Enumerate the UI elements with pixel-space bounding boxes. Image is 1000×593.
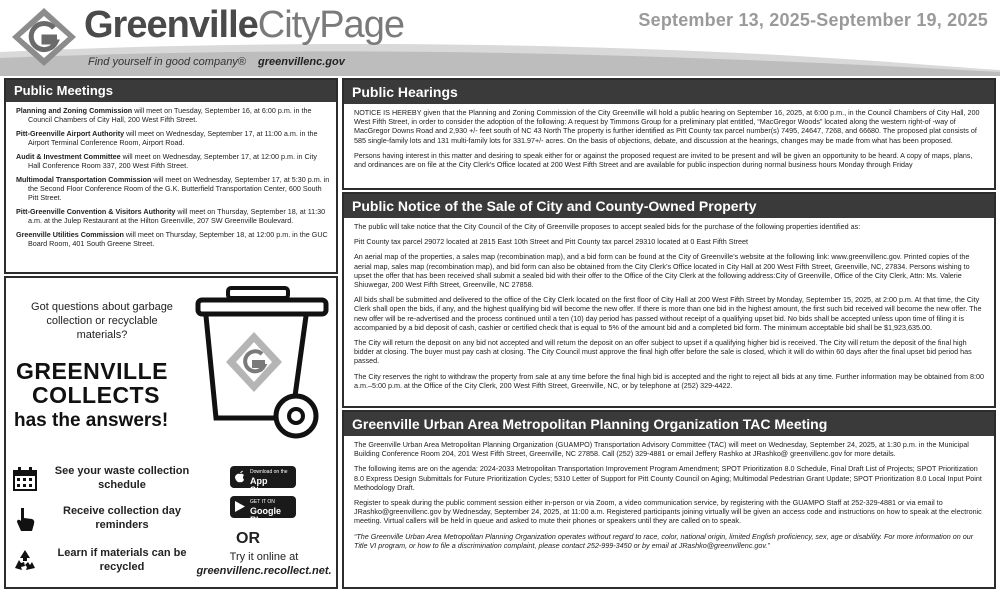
app-store-button[interactable] <box>230 466 296 495</box>
date-range: September 13, 2025-September 19, 2025 <box>638 10 988 30</box>
feature-label: Learn if materials can be recycled <box>57 547 187 573</box>
ad-headline-1: GREENVILLE <box>16 358 168 384</box>
mpo-paragraph: Register to speak during the public comment session either in-person or via Zoom, a video communication service, by registering with the GUAMPO Staff at 252-329-4881 or via email to JRashko@greenvillenc.gov by Wednesday, September 24, 2025, at 11:00 a.m. Registered participants joining virtually will be given an access code and instructions on how to speak at the electronic meeting. Virtual callers will be held in queue and asked to mute their phones or speakers until they are called on to speak. <box>354 498 982 526</box>
ad-headline-3: has the answers! <box>14 410 169 431</box>
mpo-notice: “The Greenville Urban Area Metropolitan Planning Organization operates without regard to race, color, national origin, limited English proficiency, sex, age or disability. For more information on our Title VI program, or how to file a discrimination complaint, please contact 252-999-3450 or by email at JRashko@greenvillenc.gov.” <box>354 531 974 550</box>
sale-paragraph: Pitt County tax parcel 29072 located at 2815 East 10th Street and Pitt County tax parcel 29310 located at 0 East Fifth Street <box>354 237 748 247</box>
greenville-collects-ad <box>4 276 338 589</box>
recycle-icon <box>12 548 38 574</box>
meeting-name: Greenville Utilities Commission <box>16 230 124 239</box>
public-meetings-title: Public Meetings <box>6 80 336 102</box>
ad-headline-2: COLLECTS <box>32 382 160 408</box>
calendar-icon <box>12 466 38 492</box>
feature-recyclable <box>12 546 192 576</box>
website-link[interactable]: greenvillenc.gov <box>258 56 345 68</box>
page-header <box>0 0 1000 76</box>
or-label: OR <box>236 530 260 547</box>
sale-notice-title: Public Notice of the Sale of City and County-Owned Property <box>344 194 994 218</box>
public-meetings-panel <box>4 78 338 274</box>
meeting-details: will meet on Thursday, September 18, at 12:00 p.m. in the GUC Board Room, 401 South Greene Street. <box>28 230 328 248</box>
mpo-section <box>342 410 996 589</box>
meeting-name: Multimodal Transportation Commission <box>16 175 152 184</box>
meeting-item <box>16 152 330 170</box>
sale-paragraph: The public will take notice that the City Council of the City of Greenville proposes to accept sealed bids for the purchase of the following properties identified as: <box>354 222 861 231</box>
tagline: Find yourself in good company® <box>88 56 246 68</box>
google-play-button[interactable] <box>230 496 296 525</box>
meeting-name: Pitt-Greenville Convention & Visitors Authority <box>16 207 176 216</box>
recollect-link[interactable]: greenvillenc.recollect.net. <box>196 565 332 577</box>
brand-title <box>84 4 404 47</box>
meeting-item <box>16 207 330 225</box>
try-online-label: Try it online at <box>229 551 299 563</box>
trash-cart-icon <box>192 286 332 446</box>
brand-city: CityPage <box>257 4 404 46</box>
meeting-item <box>16 129 330 147</box>
feature-label: Receive collection day reminders <box>63 505 181 531</box>
brand-main: Greenville <box>84 4 258 46</box>
hearing-paragraph: NOTICE IS HEREBY given that the Planning and Zoning Commission of the City Greenville will hold a public hearing on September 16, 2025, at 6:00 p.m., in the Council Chambers of City Hall, 200 West Fifth Street, in order to consider the adoption of the following: A request by Timmons Group for a preliminary plat entitled, “MacGregor Woods” located along the western right-of -way of MacGregor Downs Road and 2,930 +/- feet south of NC 43 North The property is further identified as Pitt County tax parcel number(s) 7495, 24647, 7268, and 66680. The proposed plat consists of 585 single-family lots and 131 multi-family lots for 331.97+/- acres. On the basis of objections, debate, and discussion at the hearings, changes may be made from what has been proposed. <box>354 108 980 145</box>
try-online <box>194 550 334 578</box>
mpo-paragraph: The Greenville Urban Area Metropolitan Planning Organization (GUAMPO) Transportation Advisory Committee (TAC) will meet on Wednesday, September 24, 2025, at 1:30 p.m. in the Municipal Building Conference Room 204, 201 West Fifth Street, Greenville, NC 27858. Call (252) 329-4881 or email Jeffery Rashko at JRashko@ greenvillenc.gov for more details. <box>354 440 969 459</box>
feature-label: See your waste collection schedule <box>54 465 190 491</box>
apple-icon <box>234 470 246 483</box>
sale-paragraph: The City reserves the right to withdraw the property from sale at any time before the final high bid is accepted and the right to reject all bids at any time. Further information may be obtained from 8:00 a.m.–5:00 p.m. at the Office of the City Clerk, 200 West Fifth Street, Greenville, NC, or by telephone at (252) 329-4422. <box>354 371 985 390</box>
public-hearings-section <box>342 78 996 190</box>
meeting-details: will meet on Wednesday, September 17, at 11:00 a.m. in the Airport Terminal Conference Room, Airport Road. <box>28 129 318 147</box>
meeting-details: will meet on Tuesday, September 16, at 6:00 p.m. in the Council Chambers of City Hall, 200 West Fifth Street. <box>28 106 312 124</box>
meeting-name: Pitt-Greenville Airport Authority <box>16 129 125 138</box>
meeting-name: Planning and Zoning Commission <box>16 106 133 115</box>
sale-paragraph: An aerial map of the properties, a sales map (recombination map), and a bid form can be found at the City of Greenville’s website at the following link: www.greenvillenc.gov. Printed copies of the aerial map, sales map (recombination map), and bid form can also be obtained from the City Clerk’s Office located in City Hall at 200 West Fifth Street, Greenville, NC, 27834. Persons wishing to upset the offer that has been received shall submit a sealed bid with their offer to the Office of the City Clerk at the following address:City of Greenville, Office of the City Clerk, Attn: Ms. Valerie Shiuwegar, 200 West Fifth Street, Greenville, NC 27858. <box>354 252 970 290</box>
feature-reminders <box>12 504 192 534</box>
meeting-details: will meet on Wednesday, September 17, at 12:00 p.m. in City Hall Conference Room 337, 200 West Fifth Street. <box>28 152 317 170</box>
meeting-details: will meet on Wednesday, September 17, at 5:30 p.m. in the Second Floor Conference Room of the G.K. Butterfield Transportation Center, 600 South Pitt Street. <box>28 175 330 202</box>
city-logo-icon <box>10 6 78 68</box>
meeting-item <box>16 230 330 248</box>
hearing-paragraph: Persons having interest in this matter and desiring to speak either for or against the proposed request are invited to be present and will be given an opportunity to be heard. A copy of maps, plans, and ordinances are on file at the City Clerk’s Office located at 200 West Fifth Street and are available for public inspection during normal business hours Monday through Friday <box>354 150 973 170</box>
meetings-list <box>6 102 336 248</box>
google-play-icon <box>234 500 246 513</box>
app-store-label: App Store <box>250 476 274 495</box>
app-store-small: Download on the <box>250 469 288 475</box>
mpo-title: Greenville Urban Area Metropolitan Planning Organization TAC Meeting <box>344 412 994 436</box>
meeting-name: Audit & Investment Committee <box>16 152 121 161</box>
feature-schedule <box>12 464 192 494</box>
meeting-details: will meet on Thursday, September 18, at 11:30 a.m. at the Julep Restaurant at the Hilton Greenville, 207 SW Greenville Boulevard. <box>28 207 326 225</box>
google-play-label: Google Play <box>250 506 281 525</box>
google-play-small: GET IT ON <box>250 499 275 505</box>
sale-paragraph: The City will return the deposit on any bid not accepted and will return the deposit on an offer subject to upset if a qualifying higher bid is received. The City will return the deposit of the final high bidder at closing. The buyer must pay cash at closing. The City Council must approve the final high offer before the sale is closed, which it will do within 60 days after the final upset bid period has passed. <box>354 338 972 366</box>
public-hearings-title: Public Hearings <box>344 80 994 104</box>
sale-notice-section <box>342 192 996 408</box>
ad-question: Got questions about garbage collection or recyclable materials? <box>31 301 173 341</box>
meeting-item <box>16 106 330 124</box>
meeting-item <box>16 175 330 202</box>
pointing-hand-icon <box>12 506 38 532</box>
sale-paragraph: All bids shall be submitted and delivered to the office of the City Clerk located on the first floor of City Hall at 200 West Fifth Street by Monday, September 15, 2025, at 2:00 p.m. At that time, the City Clerk shall open the bids, if any, and the highest qualifying bid will become the new offer. If there is more than one bid in the highest amount, the first such bid received will become the new offer. The new offer will be re-advertised and the process continued until a ten (10) day period has passed without receipt of a qualifying upset bid. No bids shall be accepted unless upon time of filing it is accompanied by a bid deposit of cash, cashier or certified check that is equal to 5% of the amount bid and a completed bid form. The minimum acceptable bid shall be $1,923,635.00. <box>354 295 982 332</box>
mpo-paragraph: The following items are on the agenda: 2024-2033 Metropolitan Transportation Improvement Program Amendment; SPOT Prioritization 8.0 Schedule, Final Draft List of Projects; SPOT Prioritization 8.0 Express Design Submittals for Future Prioritization Cycles; 5310 Letter of Support for Pitt County Council on Aging; Multimodal Pedestrian Grant Update; SPOT Prioritization 8.0 Local Input Point Methodology Draft. <box>354 464 982 492</box>
